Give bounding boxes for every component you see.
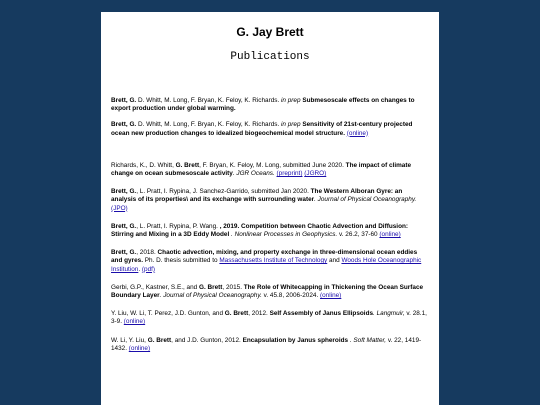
authors: D. Whitt, M. Long, F. Bryan, K. Feloy, K. Richards.	[136, 97, 281, 104]
author-highlight: Brett, G.	[111, 188, 137, 196]
status: in prep	[281, 121, 301, 129]
authors: , L. Pratt, I. Rypina, J. Sanchez-Garrido, submitted Jan 2020.	[136, 188, 311, 196]
preprint-link[interactable]: (preprint)	[276, 170, 303, 178]
online-link[interactable]: (online)	[128, 344, 151, 352]
pub-title: Self Assembly of Janus Ellipsoids	[269, 310, 374, 318]
author-highlight: Brett, G.	[111, 249, 137, 257]
authors: , F. Bryan, K. Feloy, M. Long, submitted June 2020.	[199, 161, 346, 169]
page-title: G. Jay Brett	[236, 25, 304, 39]
pub-title: , 2019. Competition between Chaotic Advection and Diffusion: Stirring and Mixing in a 3D Eddy Model	[111, 222, 409, 239]
page	[101, 12, 439, 405]
authors: Gerbi, G.P., Kastner, S.E., and	[111, 283, 199, 291]
venue: . Langmuir,	[373, 310, 405, 318]
online-link[interactable]: (online)	[123, 318, 146, 326]
venue: . Journal of Physical Oceanography.	[314, 196, 417, 204]
publication-entry: W. Li, Y. Liu, G. Brett, and J.D. Gunton, 2012. Encapsulation by Janus spheroids . Soft Matter, v. 22, 1419-1432. (online)	[111, 336, 422, 352]
venue: Ph. D. thesis submitted to	[142, 257, 220, 265]
authors: Y. Liu, W. Li, T. Perez, J.D. Gunton, and	[111, 310, 225, 318]
publication-entry: Gerbi, G.P., Kastner, S.E., and G. Brett, 2015. The Role of Whitecapping in Thickening the Ocean Surface Boundary Layer. Journal of Physical Oceanography. v. 45.8, 2006-2024. (online)	[111, 283, 424, 300]
publication-entry	[111, 162, 429, 178]
pub-title: The Role of Whitecapping in Thickening the Ocean Surface Boundary Layer	[111, 283, 424, 300]
venue: . Nonlinear Processes in Geophysics.	[229, 231, 338, 239]
pub-title: Submesoscale effects on changes to export production under global warming.	[111, 97, 415, 113]
pub-title: Sensitivity of 21st-century projected ocean new production changes to idealized biogeochemical model structure.	[111, 121, 413, 137]
online-link[interactable]: (online)	[379, 231, 401, 239]
pub-title: The Western Alboran Gyre: an analysis of its properties\ and its exchange with surrounding water	[111, 188, 403, 204]
venue: . JGR Oceans.	[232, 170, 275, 178]
publication-entry	[111, 121, 429, 137]
online-link[interactable]: (online)	[320, 292, 342, 300]
author-highlight: G. Brett	[224, 310, 249, 318]
venue: . Soft Matter,	[348, 336, 387, 344]
author-highlight: G. Brett	[147, 336, 172, 344]
pdf-link[interactable]: (pdf)	[141, 265, 156, 273]
authors: W. Li, Y. Liu,	[111, 336, 148, 344]
authors: , 2012.	[248, 310, 270, 318]
pub-title: The impact of climate change on ocean submesoscale activity	[111, 161, 412, 178]
author-highlight: G. Brett	[175, 161, 200, 169]
publication-entry: Brett, G., L. Pratt, I. Rypina, P. Wang. , 2019. Competition between Chaotic Advection and Diffusion: Stirring and Mixing in a 3D Eddy Model . Nonlinear Processes in Geophysics. v. 26.2, 37-60 (online)	[111, 222, 409, 239]
authors: Richards, K., D. Whitt,	[111, 161, 176, 169]
whoi-link[interactable]: Woods Hole Oceanographic Institution	[111, 257, 422, 273]
mit-link[interactable]: Massachusetts Institute of Technology	[219, 257, 328, 265]
author-highlight: Brett, G.	[111, 222, 137, 230]
journal-link[interactable]: (JGRO)	[304, 170, 327, 178]
authors: D. Whitt, M. Long, F. Bryan, K. Feloy, K. Richards.	[136, 121, 281, 129]
authors: , 2018.	[136, 249, 158, 257]
author-highlight: G. Brett	[198, 283, 223, 291]
pub-title: Chaotic advection, mixing, and property exchange in three-dimensional ocean eddies and gyres.	[111, 249, 418, 265]
status: in prep	[281, 97, 301, 104]
publication-entry	[111, 188, 429, 213]
publication-entry: Y. Liu, W. Li, T. Perez, J.D. Gunton, and G. Brett, 2012. Self Assembly of Janus Ellipsoids. Langmuir, v. 28.1, 3-9. (online)	[111, 310, 427, 326]
online-link[interactable]: (online)	[346, 129, 369, 137]
author-highlight: Brett, G.	[111, 97, 137, 104]
publication-entry: Brett, G., 2018. Chaotic advection, mixing, and property exchange in three-dimensional ocean eddies and gyres. Ph. D. thesis submitted to Massachusetts Institute of Technology and Woods Hole Oceanographic Institution. (pdf)	[111, 249, 422, 273]
journal-link[interactable]: (JPO)	[111, 204, 128, 212]
authors: , L. Pratt, I. Rypina, P. Wang.	[136, 222, 220, 230]
venue: . Journal of Physical Oceanography.	[159, 292, 262, 300]
publication-entry	[111, 97, 429, 113]
author-highlight: Brett, G.	[111, 121, 137, 129]
authors: , 2015.	[222, 283, 244, 291]
authors: , and J.D. Gunton, 2012.	[171, 336, 243, 344]
page-subtitle: Publications	[230, 51, 310, 63]
pub-title: Encapsulation by Janus spheroids	[242, 336, 349, 344]
